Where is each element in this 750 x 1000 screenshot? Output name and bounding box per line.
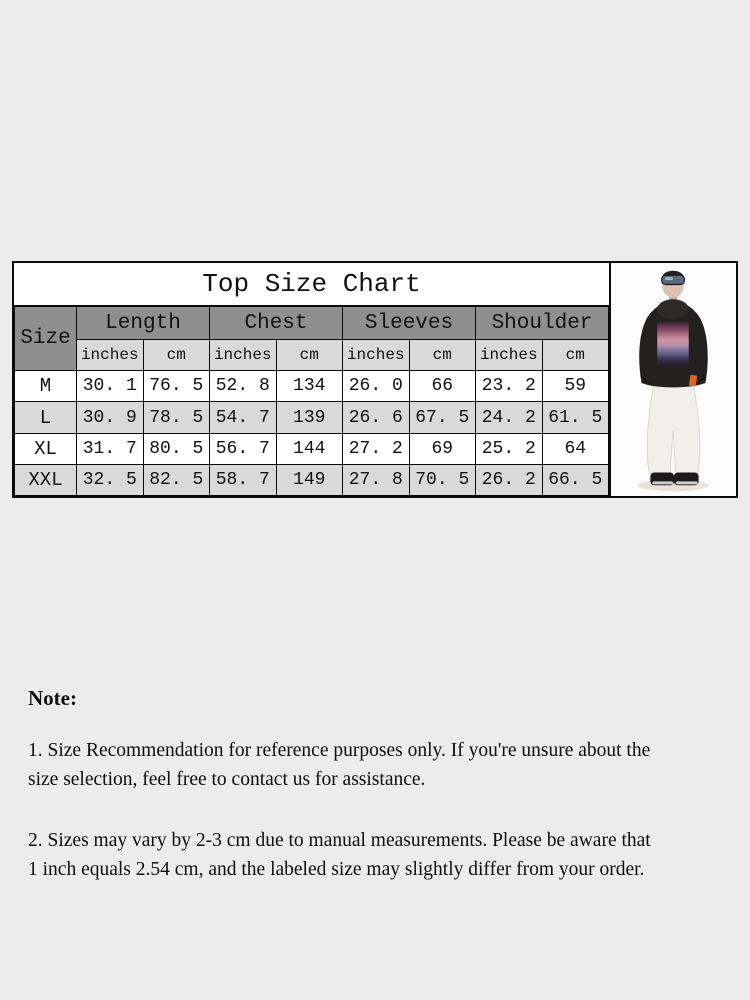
measurement-cell: 30. 9 bbox=[77, 402, 144, 433]
measurement-cell: 25. 2 bbox=[476, 433, 543, 464]
size-column-header: Size bbox=[15, 307, 77, 371]
measurement-cell: 61. 5 bbox=[542, 402, 609, 433]
measurement-cell: 30. 1 bbox=[77, 371, 144, 402]
group-header-shoulder: Shoulder bbox=[476, 307, 609, 340]
size-chart-title: Top Size Chart bbox=[14, 263, 609, 306]
measurement-cell: 56. 7 bbox=[210, 433, 277, 464]
measurement-cell: 58. 7 bbox=[210, 464, 277, 495]
measurement-cell: 66. 5 bbox=[542, 464, 609, 495]
size-chart-table-area bbox=[14, 263, 611, 496]
measurement-cell: 66 bbox=[409, 371, 476, 402]
note-paragraph-1 bbox=[28, 736, 730, 794]
measurement-cell: 144 bbox=[276, 433, 343, 464]
measurement-cell: 64 bbox=[542, 433, 609, 464]
measurement-cell: 149 bbox=[276, 464, 343, 495]
note-section bbox=[28, 686, 730, 884]
unit-header: inches bbox=[210, 340, 277, 371]
table-row-l bbox=[15, 402, 609, 433]
measurement-cell: 27. 2 bbox=[343, 433, 410, 464]
group-header-sleeves: Sleeves bbox=[343, 307, 476, 340]
note-line: 1 inch equals 2.54 cm, and the labeled size may slightly differ from your order. bbox=[28, 859, 645, 880]
measurement-cell: 80. 5 bbox=[143, 433, 210, 464]
measurement-cell: 69 bbox=[409, 433, 476, 464]
size-label: XL bbox=[15, 433, 77, 464]
measurement-cell: 52. 8 bbox=[210, 371, 277, 402]
measurement-cell: 59 bbox=[542, 371, 609, 402]
model-photo bbox=[611, 263, 736, 496]
unit-header: cm bbox=[542, 340, 609, 371]
table-row-m bbox=[15, 371, 609, 402]
measurement-cell: 31. 7 bbox=[77, 433, 144, 464]
measurement-cell: 54. 7 bbox=[210, 402, 277, 433]
unit-header: cm bbox=[276, 340, 343, 371]
size-chart-table bbox=[14, 306, 609, 496]
table-row-xxl bbox=[15, 464, 609, 495]
measurement-cell: 78. 5 bbox=[143, 402, 210, 433]
measurement-cell: 26. 0 bbox=[343, 371, 410, 402]
group-header-length: Length bbox=[77, 307, 210, 340]
measurement-cell: 134 bbox=[276, 371, 343, 402]
measurement-cell: 32. 5 bbox=[77, 464, 144, 495]
unit-header: inches bbox=[343, 340, 410, 371]
measurement-cell: 70. 5 bbox=[409, 464, 476, 495]
measurement-cell: 139 bbox=[276, 402, 343, 433]
model-photo-illustration bbox=[611, 263, 736, 496]
note-paragraph-2 bbox=[28, 826, 730, 884]
size-label: M bbox=[15, 371, 77, 402]
size-label: L bbox=[15, 402, 77, 433]
measurement-cell: 26. 6 bbox=[343, 402, 410, 433]
measurement-cell: 27. 8 bbox=[343, 464, 410, 495]
measurement-cell: 82. 5 bbox=[143, 464, 210, 495]
measurement-cell: 23. 2 bbox=[476, 371, 543, 402]
unit-header: inches bbox=[77, 340, 144, 371]
note-line: size selection, feel free to contact us for assistance. bbox=[28, 769, 426, 790]
note-line: 2. Sizes may vary by 2-3 cm due to manual measurements. Please be aware that bbox=[28, 830, 651, 851]
table-row-xl bbox=[15, 433, 609, 464]
measurement-cell: 67. 5 bbox=[409, 402, 476, 433]
unit-header: inches bbox=[476, 340, 543, 371]
note-line: 1. Size Recommendation for reference purposes only. If you're unsure about the bbox=[28, 740, 651, 761]
measurement-cell: 26. 2 bbox=[476, 464, 543, 495]
size-label: XXL bbox=[15, 464, 77, 495]
group-header-chest: Chest bbox=[210, 307, 343, 340]
size-chart-block bbox=[12, 261, 738, 498]
unit-header: cm bbox=[409, 340, 476, 371]
unit-header: cm bbox=[143, 340, 210, 371]
note-heading: Note: bbox=[28, 686, 77, 710]
measurement-cell: 24. 2 bbox=[476, 402, 543, 433]
measurement-cell: 76. 5 bbox=[143, 371, 210, 402]
